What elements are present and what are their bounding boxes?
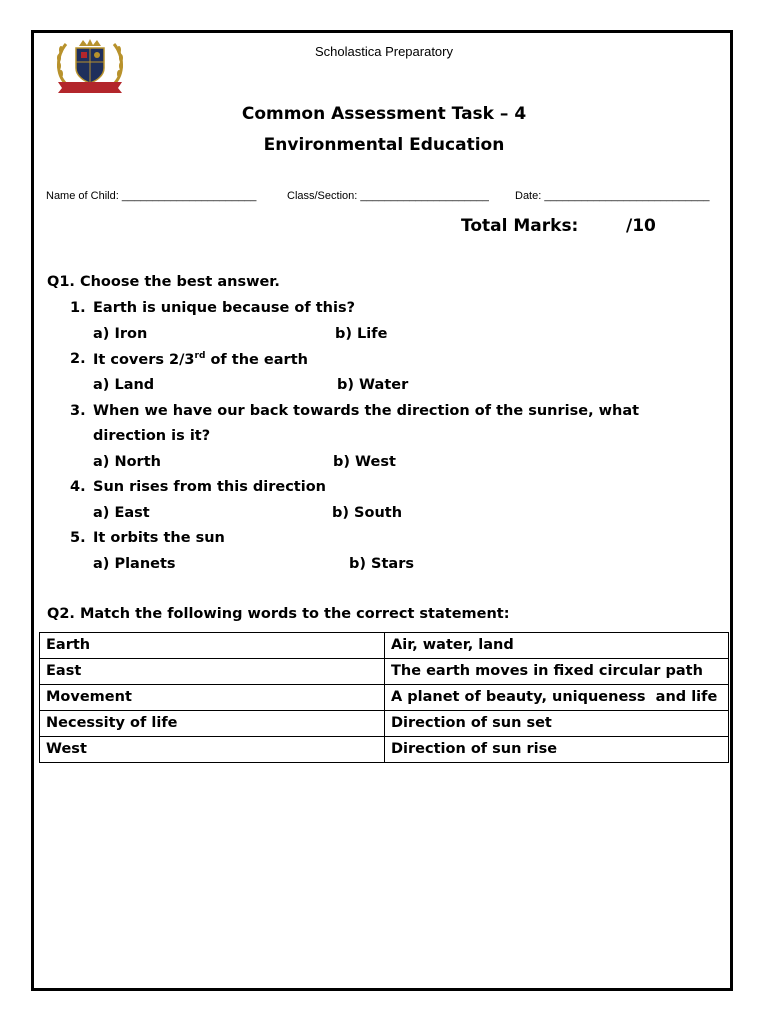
- table-row: [40, 737, 729, 763]
- match-statement: Direction of sun rise: [385, 737, 729, 763]
- match-word: Earth: [40, 633, 385, 659]
- question-text: When we have our back towards the direction of the sunrise, what: [93, 403, 640, 419]
- match-word: East: [40, 659, 385, 685]
- match-word: West: [40, 737, 385, 763]
- question-text: It orbits the sun: [93, 530, 225, 546]
- table-row: [40, 685, 729, 711]
- option-b[interactable]: b) Water: [337, 377, 409, 393]
- match-statement: A planet of beauty, uniqueness and life: [385, 685, 729, 711]
- school-name: Scholastica Preparatory: [314, 44, 453, 59]
- table-row: [40, 633, 729, 659]
- option-a[interactable]: a) North: [93, 454, 161, 470]
- question-number: 1.: [70, 300, 86, 316]
- match-statement: Air, water, land: [385, 633, 729, 659]
- option-a[interactable]: a) Planets: [93, 556, 176, 572]
- table-row: [40, 659, 729, 685]
- question-text-line2: direction is it?: [93, 428, 211, 444]
- question-text: It covers 2/3rd of the earth: [93, 351, 308, 368]
- match-statement: Direction of sun set: [385, 711, 729, 737]
- option-a[interactable]: a) Iron: [93, 326, 148, 342]
- q1-heading: Q1. Choose the best answer.: [47, 274, 280, 290]
- date-blank[interactable]: ___________________________: [544, 190, 710, 202]
- option-b[interactable]: b) Life: [335, 326, 388, 342]
- class-field[interactable]: [287, 190, 489, 202]
- question-text: Sun rises from this direction: [93, 479, 326, 495]
- option-b[interactable]: b) South: [332, 505, 403, 521]
- class-blank[interactable]: _____________________: [360, 190, 489, 202]
- option-a[interactable]: a) East: [93, 505, 150, 521]
- name-label: Name of Child:: [46, 190, 119, 202]
- question-number: 4.: [70, 479, 86, 495]
- table-row: [40, 711, 729, 737]
- match-statement: The earth moves in fixed circular path: [385, 659, 729, 685]
- match-word: Movement: [40, 685, 385, 711]
- name-blank[interactable]: ______________________: [121, 190, 257, 202]
- question-number: 3.: [70, 403, 86, 419]
- name-field[interactable]: [46, 190, 256, 202]
- question-number: 2.: [70, 351, 86, 367]
- option-b[interactable]: b) West: [333, 454, 396, 470]
- q2-heading: Q2. Match the following words to the correct statement:: [47, 606, 510, 622]
- option-a[interactable]: a) Land: [93, 377, 155, 393]
- option-b[interactable]: b) Stars: [349, 556, 414, 572]
- question-text: Earth is unique because of this?: [93, 300, 356, 316]
- question-number: 5.: [70, 530, 86, 546]
- date-field[interactable]: [515, 190, 710, 202]
- class-label: Class/Section:: [287, 190, 358, 202]
- total-marks-value: /10: [626, 216, 656, 236]
- match-table: [39, 632, 729, 763]
- total-marks-label: Total Marks:: [461, 216, 579, 236]
- date-label: Date:: [515, 190, 542, 202]
- subject-title: Environmental Education: [263, 135, 505, 155]
- match-word: Necessity of life: [40, 711, 385, 737]
- assessment-title: Common Assessment Task – 4: [241, 104, 527, 124]
